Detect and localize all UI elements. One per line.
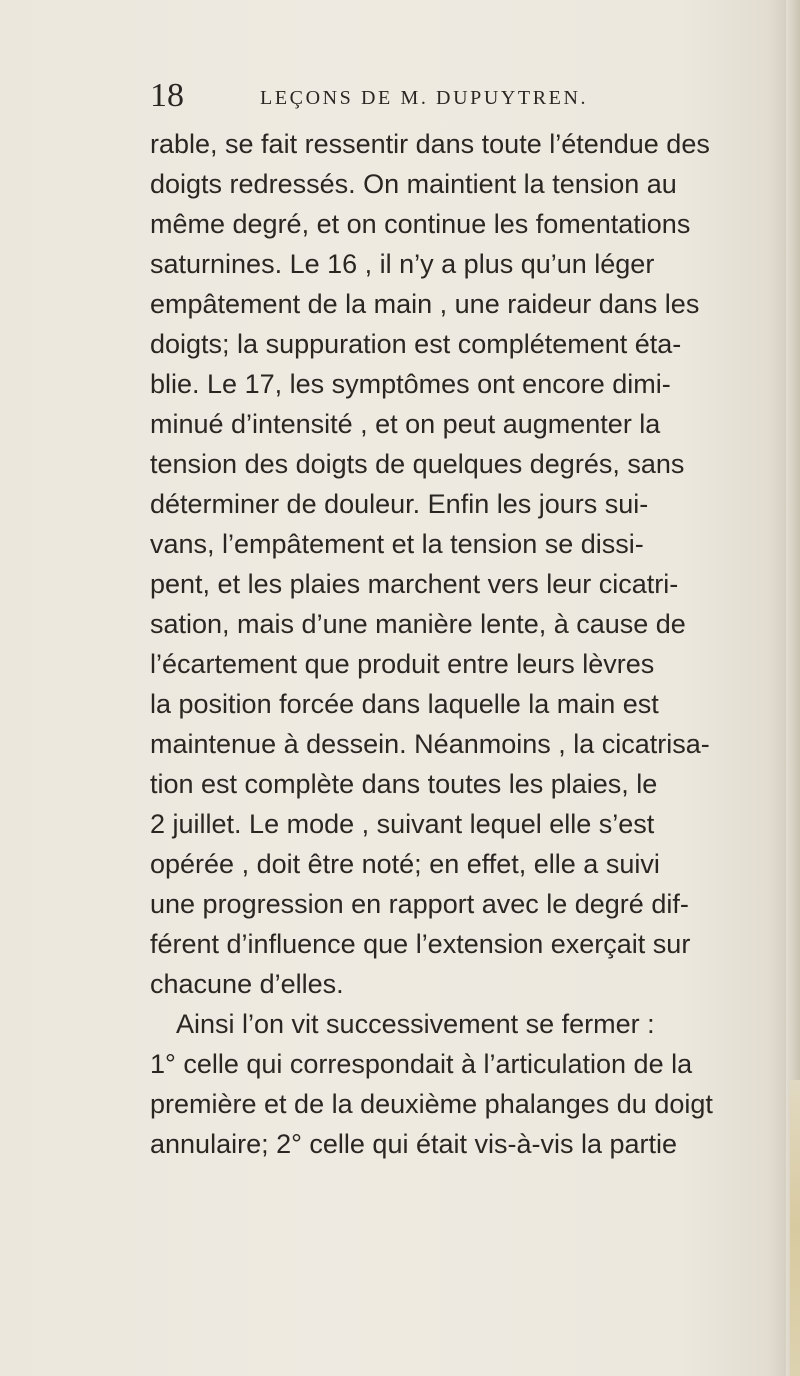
text-line: opérée , doit être noté; en effet, elle a suivi xyxy=(150,849,660,879)
text-line: empâtement de la main , une raideur dans les xyxy=(150,289,700,319)
text-line: l’écartement que produit entre leurs lèvres xyxy=(150,649,655,679)
text-line: pent, et les plaies marchent vers leur cicatri- xyxy=(150,569,679,599)
text-line: Ainsi l’on vit successivement se fermer : xyxy=(176,1009,655,1039)
text-line: tion est complète dans toutes les plaies, le xyxy=(150,769,658,799)
text-line: la position forcée dans laquelle la main est xyxy=(150,689,659,719)
running-head: LEÇONS DE M. DUPUYTREN. xyxy=(260,87,589,109)
text-line: même degré, et on continue les fomentations xyxy=(150,209,691,239)
text-line: saturnines. Le 16 , il n’y a plus qu’un léger xyxy=(150,249,655,279)
text-line: doigts redressés. On maintient la tension au xyxy=(150,169,677,199)
text-line: rable, se fait ressentir dans toute l’étendue des xyxy=(150,129,710,159)
text-line: férent d’influence que l’extension exerçait sur xyxy=(150,929,691,959)
page-stain xyxy=(790,1080,800,1376)
text-line: chacune d’elles. xyxy=(150,969,344,999)
text-line: minué d’intensité , et on peut augmenter la xyxy=(150,409,661,439)
text-line: 2 juillet. Le mode , suivant lequel elle s’est xyxy=(150,809,655,839)
text-line: 1° celle qui correspondait à l’articulation de la xyxy=(150,1049,693,1079)
text-line: doigts; la suppuration est complétement éta- xyxy=(150,329,682,359)
text-line: tension des doigts de quelques degrés, sans xyxy=(150,449,685,479)
text-line: vans, l’empâtement et la tension se dissi- xyxy=(150,529,644,559)
text-line: sation, mais d’une manière lente, à cause de xyxy=(150,609,686,639)
text-line: annulaire; 2° celle qui était vis-à-vis la partie xyxy=(150,1129,678,1159)
text-line: blie. Le 17, les symptômes ont encore dimi- xyxy=(150,369,671,399)
text-line: déterminer de douleur. Enfin les jours sui- xyxy=(150,489,649,519)
page-number: 18 xyxy=(150,77,184,114)
text-line: maintenue à dessein. Néanmoins , la cicatrisa- xyxy=(150,729,710,759)
page-header xyxy=(150,76,750,116)
text-line: première et de la deuxième phalanges du doigt xyxy=(150,1089,713,1119)
text-line: une progression en rapport avec le degré dif- xyxy=(150,889,689,919)
